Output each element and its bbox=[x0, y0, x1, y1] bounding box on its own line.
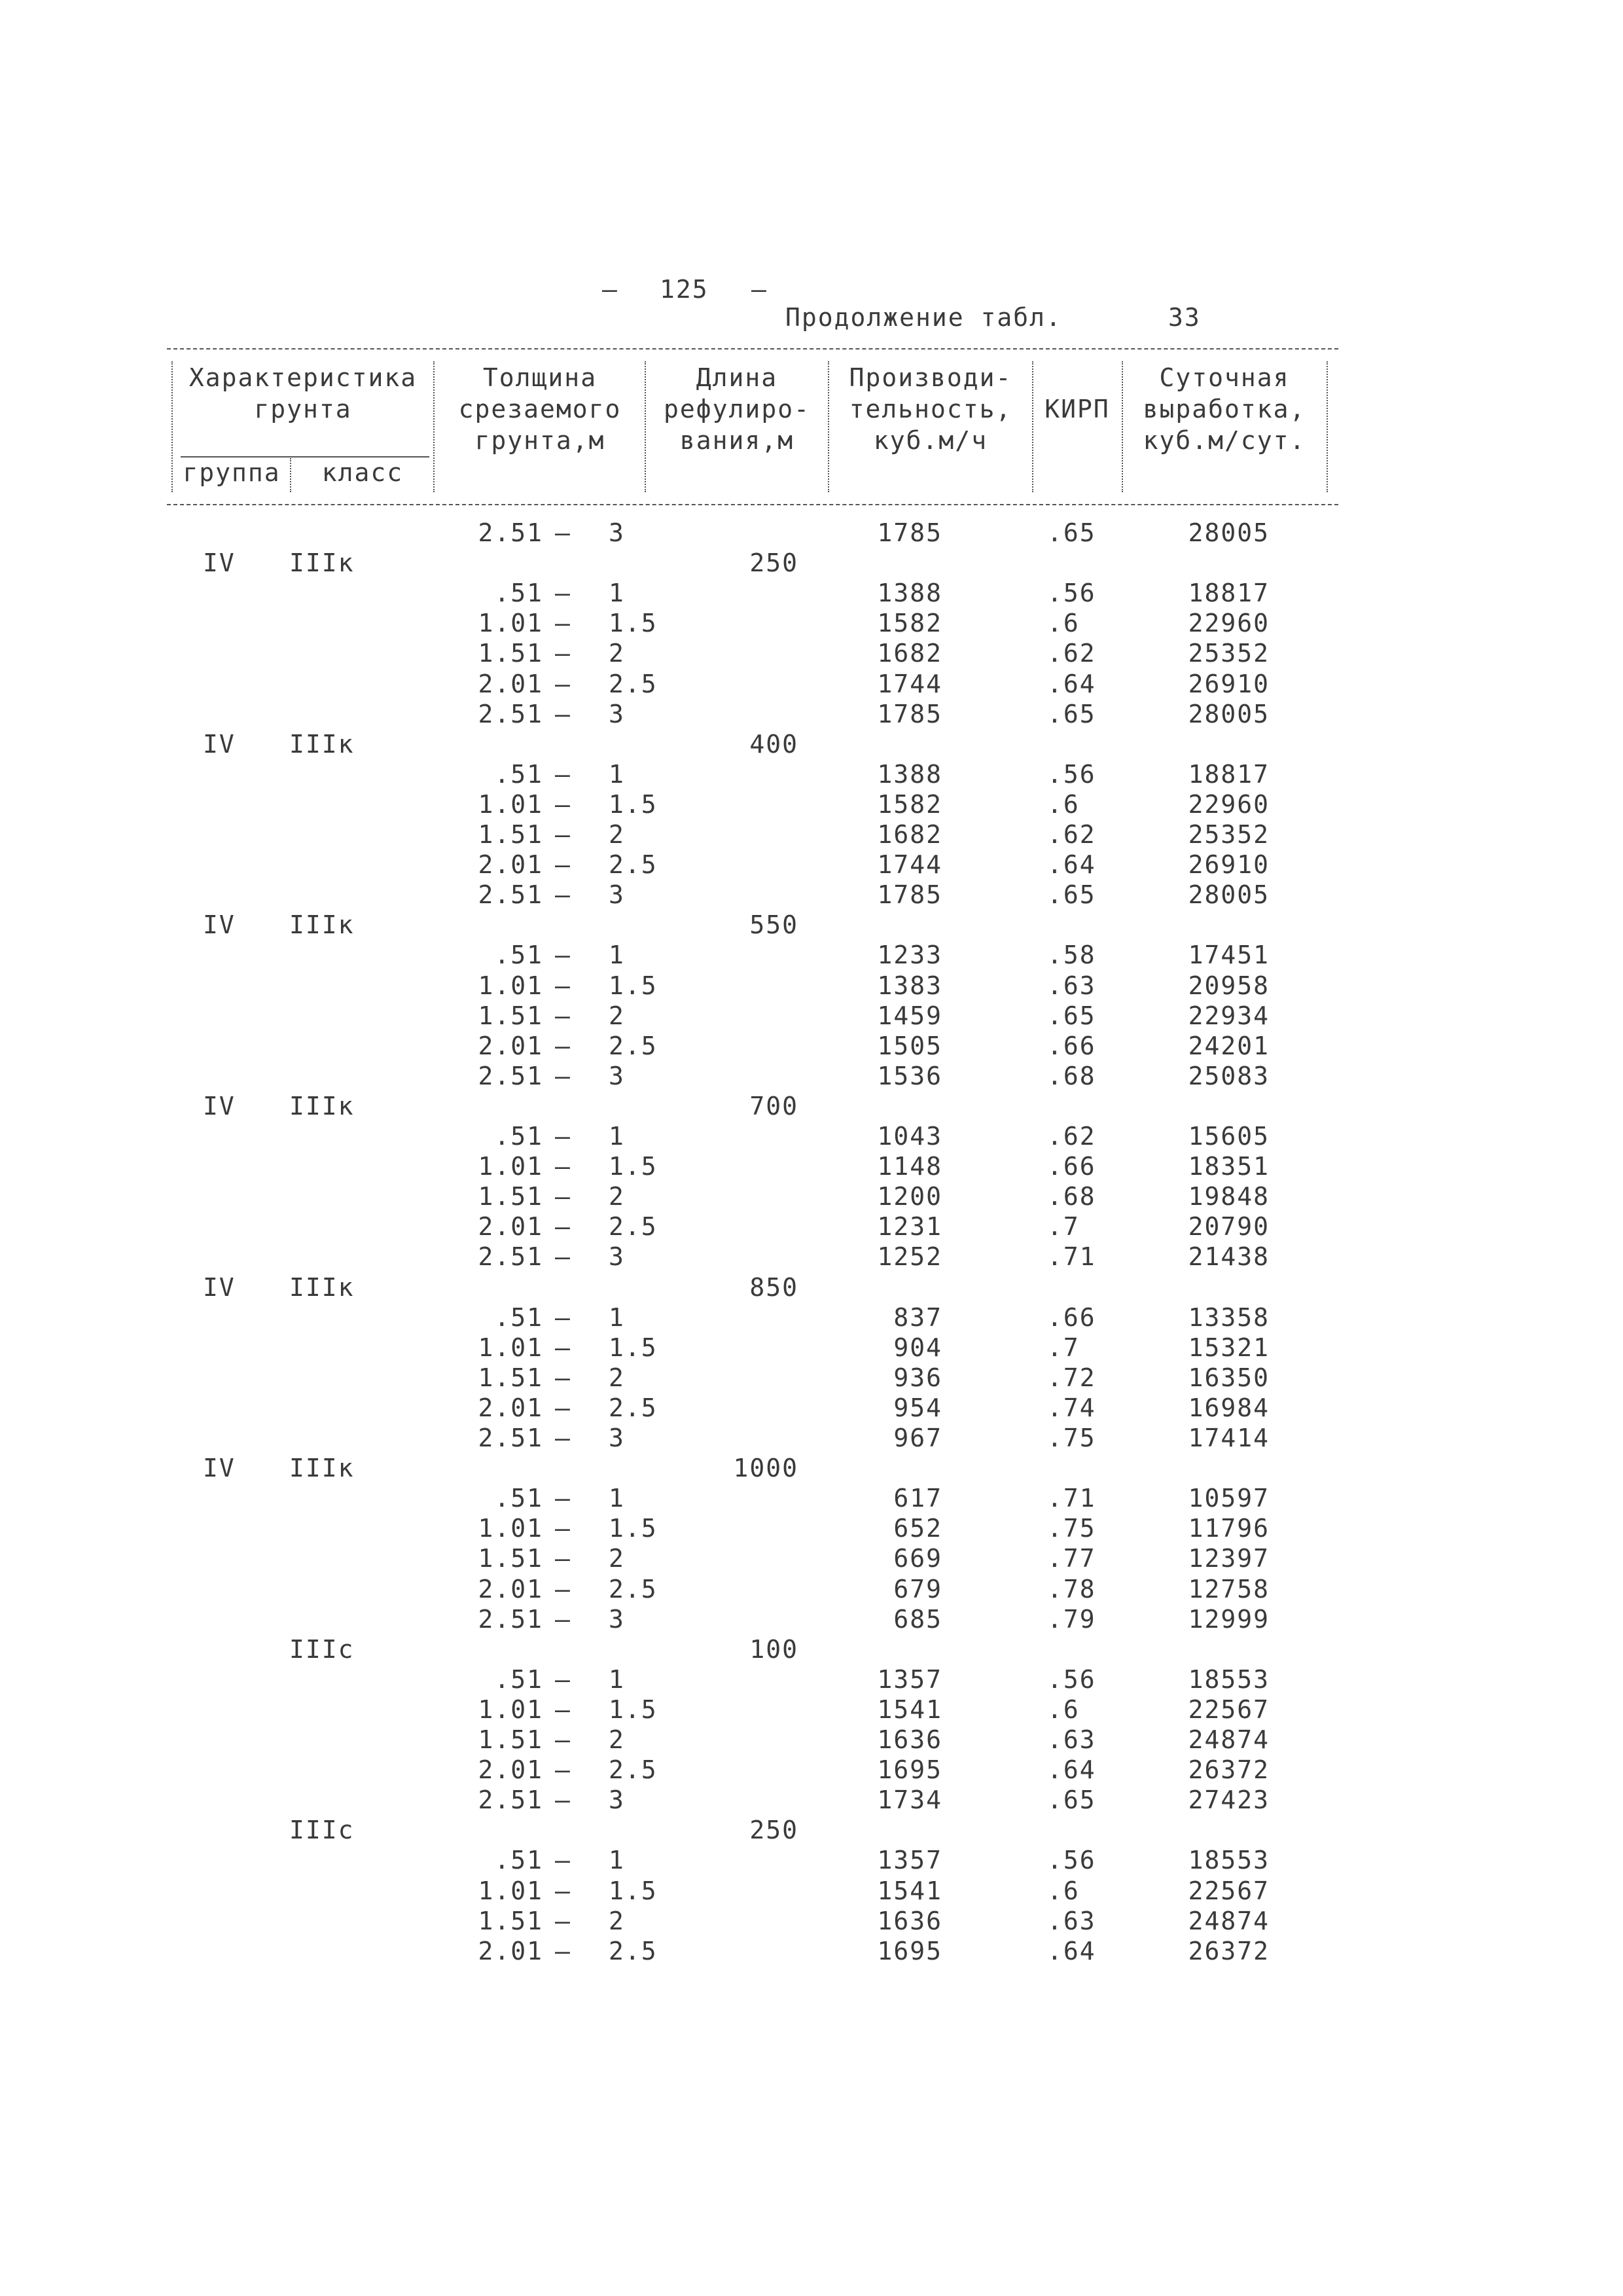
cell-thickness-from: 2.51 bbox=[478, 1605, 543, 1634]
cell-thickness-from: 1.51 bbox=[478, 820, 543, 849]
cell-thickness-from: 1.01 bbox=[478, 1514, 543, 1543]
cell-kirp: .74 bbox=[1047, 1393, 1096, 1422]
cell-thickness-dash: – bbox=[555, 1122, 571, 1151]
cell-daily: 24201 bbox=[1188, 1031, 1270, 1060]
cell-class: IIIк bbox=[289, 1454, 355, 1482]
cell-daily: 28005 bbox=[1188, 518, 1270, 547]
cell-productivity: 1636 bbox=[877, 1907, 942, 1935]
cell-thickness-from: 1.01 bbox=[478, 1695, 543, 1724]
cell-daily: 22567 bbox=[1188, 1695, 1270, 1724]
cell-group: IV bbox=[203, 1092, 236, 1121]
cell-kirp: .56 bbox=[1047, 1665, 1096, 1694]
cell-productivity: 1582 bbox=[877, 790, 942, 819]
cell-thickness-to: 1 bbox=[609, 579, 625, 607]
cell-thickness-from: 1.51 bbox=[478, 1907, 543, 1935]
header-length-line3: вания,м bbox=[679, 426, 794, 455]
header-thickness-line2: срезаемого bbox=[458, 395, 622, 423]
cell-thickness-dash: – bbox=[555, 700, 571, 728]
cell-thickness-to: 1 bbox=[609, 941, 625, 969]
cell-productivity: 1388 bbox=[877, 760, 942, 789]
cell-thickness-from: 2.51 bbox=[478, 1242, 543, 1271]
cell-daily: 27423 bbox=[1188, 1785, 1270, 1814]
cell-thickness-dash: – bbox=[555, 1363, 571, 1392]
column-separator bbox=[290, 458, 291, 492]
cell-kirp: .58 bbox=[1047, 941, 1096, 969]
cell-thickness-to: 1 bbox=[609, 1846, 625, 1874]
cell-group: IV bbox=[203, 548, 236, 577]
cell-thickness-to: 1.5 bbox=[609, 1695, 658, 1724]
cell-thickness-to: 3 bbox=[609, 700, 625, 728]
cell-daily: 11796 bbox=[1188, 1514, 1270, 1543]
cell-thickness-from: 2.01 bbox=[478, 1031, 543, 1060]
cell-daily: 20790 bbox=[1188, 1212, 1270, 1241]
cell-kirp: .63 bbox=[1047, 1907, 1096, 1935]
table-header-bottom-rule bbox=[167, 504, 1338, 505]
cell-kirp: .78 bbox=[1047, 1575, 1096, 1604]
cell-thickness-from: 2.01 bbox=[478, 850, 543, 879]
cell-thickness-from: .51 bbox=[494, 1303, 543, 1332]
cell-thickness-to: 2 bbox=[609, 1182, 625, 1211]
cell-productivity: 904 bbox=[893, 1333, 942, 1362]
cell-thickness-dash: – bbox=[555, 760, 571, 789]
cell-productivity: 1582 bbox=[877, 609, 942, 637]
cell-class: IIIк bbox=[289, 1092, 355, 1121]
cell-daily: 18817 bbox=[1188, 579, 1270, 607]
cell-thickness-to: 2.5 bbox=[609, 1575, 658, 1604]
cell-thickness-from: 1.01 bbox=[478, 609, 543, 637]
cell-kirp: .71 bbox=[1047, 1242, 1096, 1271]
cell-thickness-from: 2.01 bbox=[478, 1755, 543, 1784]
cell-daily: 24874 bbox=[1188, 1907, 1270, 1935]
cell-thickness-dash: – bbox=[555, 1393, 571, 1422]
cell-thickness-dash: – bbox=[555, 1575, 571, 1604]
cell-thickness-dash: – bbox=[555, 579, 571, 607]
cell-thickness-to: 3 bbox=[609, 518, 625, 547]
cell-group: IV bbox=[203, 1454, 236, 1482]
cell-class: IIIк bbox=[289, 548, 355, 577]
cell-thickness-from: 1.51 bbox=[478, 1182, 543, 1211]
cell-daily: 15321 bbox=[1188, 1333, 1270, 1362]
cell-thickness-dash: – bbox=[555, 820, 571, 849]
cell-thickness-to: 1.5 bbox=[609, 1152, 658, 1181]
cell-thickness-to: 2.5 bbox=[609, 1212, 658, 1241]
cell-daily: 10597 bbox=[1188, 1484, 1270, 1513]
cell-kirp: .65 bbox=[1047, 700, 1096, 728]
cell-kirp: .68 bbox=[1047, 1062, 1096, 1090]
cell-length: 850 bbox=[749, 1273, 798, 1302]
cell-thickness-to: 2 bbox=[609, 639, 625, 668]
cell-kirp: .7 bbox=[1047, 1333, 1080, 1362]
cell-kirp: .79 bbox=[1047, 1605, 1096, 1634]
cell-thickness-from: 1.51 bbox=[478, 639, 543, 668]
cell-thickness-dash: – bbox=[555, 1424, 571, 1452]
header-characteristic-line2: грунта bbox=[254, 395, 352, 423]
cell-productivity: 837 bbox=[893, 1303, 942, 1332]
page-number-dash-right: – bbox=[751, 275, 768, 304]
cell-productivity: 1357 bbox=[877, 1665, 942, 1694]
cell-thickness-dash: – bbox=[555, 1937, 571, 1965]
cell-thickness-to: 2.5 bbox=[609, 1393, 658, 1422]
cell-class: IIIк bbox=[289, 730, 355, 759]
cell-daily: 22934 bbox=[1188, 1001, 1270, 1030]
cell-daily: 19848 bbox=[1188, 1182, 1270, 1211]
cell-daily: 22960 bbox=[1188, 609, 1270, 637]
header-daily-line3: куб.м/сут. bbox=[1143, 426, 1306, 455]
cell-thickness-to: 1.5 bbox=[609, 1514, 658, 1543]
header-characteristic-line1: Характеристика bbox=[188, 363, 418, 392]
cell-thickness-dash: – bbox=[555, 790, 571, 819]
cell-kirp: .6 bbox=[1047, 1695, 1080, 1724]
cell-daily: 18553 bbox=[1188, 1665, 1270, 1694]
header-productivity-line1: Производи- bbox=[849, 363, 1012, 392]
cell-thickness-to: 2 bbox=[609, 820, 625, 849]
cell-thickness-from: 2.01 bbox=[478, 670, 543, 698]
cell-productivity: 1744 bbox=[877, 670, 942, 698]
cell-thickness-to: 3 bbox=[609, 1424, 625, 1452]
header-productivity-line3: куб.м/ч bbox=[873, 426, 988, 455]
cell-kirp: .77 bbox=[1047, 1544, 1096, 1573]
cell-kirp: .6 bbox=[1047, 790, 1080, 819]
cell-thickness-from: 2.51 bbox=[478, 700, 543, 728]
cell-daily: 17414 bbox=[1188, 1424, 1270, 1452]
header-thickness-line1: Толщина bbox=[482, 363, 597, 392]
cell-thickness-dash: – bbox=[555, 1544, 571, 1573]
cell-length: 700 bbox=[749, 1092, 798, 1121]
cell-thickness-from: 2.51 bbox=[478, 518, 543, 547]
cell-thickness-dash: – bbox=[555, 971, 571, 1000]
cell-thickness-from: 2.01 bbox=[478, 1393, 543, 1422]
header-kirp: КИРП bbox=[1044, 395, 1110, 423]
cell-thickness-dash: – bbox=[555, 1665, 571, 1694]
cell-kirp: .63 bbox=[1047, 1725, 1096, 1754]
cell-kirp: .75 bbox=[1047, 1514, 1096, 1543]
cell-class: IIIк bbox=[289, 1273, 355, 1302]
cell-thickness-from: .51 bbox=[494, 941, 543, 969]
cell-kirp: .65 bbox=[1047, 880, 1096, 909]
cell-kirp: .66 bbox=[1047, 1303, 1096, 1332]
cell-thickness-to: 2 bbox=[609, 1001, 625, 1030]
cell-thickness-to: 3 bbox=[609, 1785, 625, 1814]
cell-thickness-dash: – bbox=[555, 1242, 571, 1271]
cell-thickness-from: 1.01 bbox=[478, 1333, 543, 1362]
cell-thickness-from: .51 bbox=[494, 1484, 543, 1513]
cell-kirp: .66 bbox=[1047, 1031, 1096, 1060]
cell-daily: 25352 bbox=[1188, 639, 1270, 668]
cell-thickness-dash: – bbox=[555, 1001, 571, 1030]
cell-daily: 28005 bbox=[1188, 880, 1270, 909]
cell-thickness-dash: – bbox=[555, 1514, 571, 1543]
cell-thickness-from: 1.01 bbox=[478, 790, 543, 819]
cell-thickness-dash: – bbox=[555, 1755, 571, 1784]
cell-daily: 28005 bbox=[1188, 700, 1270, 728]
table-number: 33 bbox=[1168, 303, 1201, 332]
cell-thickness-to: 3 bbox=[609, 880, 625, 909]
cell-thickness-to: 2.5 bbox=[609, 1031, 658, 1060]
cell-daily: 25352 bbox=[1188, 820, 1270, 849]
cell-productivity: 1388 bbox=[877, 579, 942, 607]
cell-productivity: 1505 bbox=[877, 1031, 942, 1060]
cell-kirp: .64 bbox=[1047, 1755, 1096, 1784]
cell-productivity: 669 bbox=[893, 1544, 942, 1573]
cell-thickness-from: 1.01 bbox=[478, 1152, 543, 1181]
cell-thickness-dash: – bbox=[555, 670, 571, 698]
cell-kirp: .65 bbox=[1047, 1001, 1096, 1030]
cell-kirp: .6 bbox=[1047, 1876, 1080, 1905]
cell-productivity: 679 bbox=[893, 1575, 942, 1604]
cell-kirp: .64 bbox=[1047, 850, 1096, 879]
cell-productivity: 1636 bbox=[877, 1725, 942, 1754]
cell-kirp: .72 bbox=[1047, 1363, 1096, 1392]
cell-daily: 13358 bbox=[1188, 1303, 1270, 1332]
cell-kirp: .7 bbox=[1047, 1212, 1080, 1241]
cell-productivity: 1148 bbox=[877, 1152, 942, 1181]
cell-thickness-to: 3 bbox=[609, 1242, 625, 1271]
cell-productivity: 1357 bbox=[877, 1846, 942, 1874]
cell-thickness-dash: – bbox=[555, 1212, 571, 1241]
cell-thickness-dash: – bbox=[555, 1605, 571, 1634]
cell-thickness-dash: – bbox=[555, 518, 571, 547]
column-separator bbox=[828, 361, 829, 492]
cell-productivity: 652 bbox=[893, 1514, 942, 1543]
cell-thickness-from: 2.01 bbox=[478, 1212, 543, 1241]
cell-thickness-from: 2.51 bbox=[478, 1424, 543, 1452]
cell-thickness-to: 1.5 bbox=[609, 790, 658, 819]
cell-productivity: 1536 bbox=[877, 1062, 942, 1090]
continuation-label: Продолжение табл. bbox=[785, 303, 1062, 332]
cell-kirp: .66 bbox=[1047, 1152, 1096, 1181]
cell-productivity: 1233 bbox=[877, 941, 942, 969]
cell-daily: 18351 bbox=[1188, 1152, 1270, 1181]
cell-productivity: 1231 bbox=[877, 1212, 942, 1241]
characteristic-underline bbox=[181, 456, 429, 457]
header-productivity-line2: тельность, bbox=[849, 395, 1012, 423]
cell-thickness-to: 1 bbox=[609, 1665, 625, 1694]
header-class: класс bbox=[321, 458, 404, 487]
cell-thickness-dash: – bbox=[555, 1876, 571, 1905]
cell-productivity: 1383 bbox=[877, 971, 942, 1000]
cell-thickness-from: 1.01 bbox=[478, 1876, 543, 1905]
cell-thickness-to: 1 bbox=[609, 760, 625, 789]
cell-length: 550 bbox=[749, 910, 798, 939]
column-separator bbox=[1122, 361, 1123, 492]
cell-group: IV bbox=[203, 1273, 236, 1302]
cell-length: 100 bbox=[749, 1635, 798, 1664]
cell-daily: 21438 bbox=[1188, 1242, 1270, 1271]
cell-kirp: .68 bbox=[1047, 1182, 1096, 1211]
cell-thickness-dash: – bbox=[555, 609, 571, 637]
cell-kirp: .75 bbox=[1047, 1424, 1096, 1452]
cell-group: IV bbox=[203, 910, 236, 939]
cell-thickness-dash: – bbox=[555, 880, 571, 909]
cell-thickness-dash: – bbox=[555, 1182, 571, 1211]
cell-kirp: .63 bbox=[1047, 971, 1096, 1000]
cell-thickness-from: 1.51 bbox=[478, 1363, 543, 1392]
cell-kirp: .56 bbox=[1047, 760, 1096, 789]
cell-daily: 12758 bbox=[1188, 1575, 1270, 1604]
cell-thickness-from: 2.01 bbox=[478, 1937, 543, 1965]
cell-group: IV bbox=[203, 730, 236, 759]
cell-daily: 18817 bbox=[1188, 760, 1270, 789]
header-length-line1: Длина bbox=[696, 363, 778, 392]
cell-daily: 16984 bbox=[1188, 1393, 1270, 1422]
cell-productivity: 1459 bbox=[877, 1001, 942, 1030]
cell-class: IIIк bbox=[289, 910, 355, 939]
header-length-line2: рефулиро- bbox=[664, 395, 810, 423]
cell-thickness-dash: – bbox=[555, 1785, 571, 1814]
cell-thickness-to: 2 bbox=[609, 1544, 625, 1573]
cell-thickness-to: 3 bbox=[609, 1605, 625, 1634]
cell-thickness-to: 1 bbox=[609, 1303, 625, 1332]
cell-thickness-dash: – bbox=[555, 941, 571, 969]
cell-productivity: 1541 bbox=[877, 1695, 942, 1724]
cell-thickness-to: 1.5 bbox=[609, 971, 658, 1000]
cell-thickness-from: 2.51 bbox=[478, 1785, 543, 1814]
cell-daily: 22960 bbox=[1188, 790, 1270, 819]
cell-length: 1000 bbox=[733, 1454, 798, 1482]
cell-productivity: 685 bbox=[893, 1605, 942, 1634]
column-separator bbox=[1327, 361, 1328, 492]
cell-daily: 26372 bbox=[1188, 1937, 1270, 1965]
header-group: группа bbox=[183, 458, 281, 487]
cell-kirp: .65 bbox=[1047, 518, 1096, 547]
cell-length: 400 bbox=[749, 730, 798, 759]
cell-thickness-from: .51 bbox=[494, 1665, 543, 1694]
cell-class: IIIс bbox=[289, 1635, 355, 1664]
cell-daily: 25083 bbox=[1188, 1062, 1270, 1090]
cell-productivity: 954 bbox=[893, 1393, 942, 1422]
cell-productivity: 967 bbox=[893, 1424, 942, 1452]
header-daily-line2: выработка, bbox=[1143, 395, 1306, 423]
cell-productivity: 1695 bbox=[877, 1937, 942, 1965]
cell-thickness-dash: – bbox=[555, 1846, 571, 1874]
cell-thickness-to: 3 bbox=[609, 1062, 625, 1090]
cell-thickness-from: 1.01 bbox=[478, 971, 543, 1000]
cell-kirp: .62 bbox=[1047, 820, 1096, 849]
cell-productivity: 1541 bbox=[877, 1876, 942, 1905]
cell-daily: 12397 bbox=[1188, 1544, 1270, 1573]
cell-thickness-from: .51 bbox=[494, 1122, 543, 1151]
cell-thickness-dash: – bbox=[555, 1725, 571, 1754]
cell-kirp: .62 bbox=[1047, 1122, 1096, 1151]
cell-kirp: .64 bbox=[1047, 1937, 1096, 1965]
cell-thickness-to: 1 bbox=[609, 1122, 625, 1151]
cell-productivity: 936 bbox=[893, 1363, 942, 1392]
cell-thickness-from: 2.51 bbox=[478, 1062, 543, 1090]
cell-daily: 15605 bbox=[1188, 1122, 1270, 1151]
cell-productivity: 617 bbox=[893, 1484, 942, 1513]
page-number-dash-left: – bbox=[602, 275, 618, 304]
cell-thickness-dash: – bbox=[555, 1907, 571, 1935]
cell-thickness-from: .51 bbox=[494, 1846, 543, 1874]
cell-thickness-dash: – bbox=[555, 850, 571, 879]
cell-kirp: .71 bbox=[1047, 1484, 1096, 1513]
cell-thickness-to: 2 bbox=[609, 1907, 625, 1935]
cell-productivity: 1682 bbox=[877, 820, 942, 849]
cell-thickness-to: 2.5 bbox=[609, 1755, 658, 1784]
cell-daily: 12999 bbox=[1188, 1605, 1270, 1634]
cell-daily: 26372 bbox=[1188, 1755, 1270, 1784]
cell-length: 250 bbox=[749, 548, 798, 577]
cell-thickness-dash: – bbox=[555, 1695, 571, 1724]
cell-daily: 18553 bbox=[1188, 1846, 1270, 1874]
cell-thickness-from: 2.51 bbox=[478, 880, 543, 909]
cell-thickness-dash: – bbox=[555, 1303, 571, 1332]
cell-length: 250 bbox=[749, 1816, 798, 1844]
cell-daily: 26910 bbox=[1188, 670, 1270, 698]
cell-thickness-to: 2.5 bbox=[609, 670, 658, 698]
cell-thickness-to: 2.5 bbox=[609, 850, 658, 879]
cell-thickness-from: 2.01 bbox=[478, 1575, 543, 1604]
cell-productivity: 1252 bbox=[877, 1242, 942, 1271]
cell-kirp: .56 bbox=[1047, 1846, 1096, 1874]
cell-productivity: 1785 bbox=[877, 518, 942, 547]
cell-thickness-dash: – bbox=[555, 639, 571, 668]
cell-thickness-from: .51 bbox=[494, 579, 543, 607]
header-thickness-line3: грунта,м bbox=[474, 426, 605, 455]
cell-thickness-dash: – bbox=[555, 1333, 571, 1362]
cell-productivity: 1043 bbox=[877, 1122, 942, 1151]
cell-daily: 26910 bbox=[1188, 850, 1270, 879]
cell-thickness-dash: – bbox=[555, 1062, 571, 1090]
cell-kirp: .6 bbox=[1047, 609, 1080, 637]
table-top-rule bbox=[167, 348, 1338, 350]
cell-kirp: .64 bbox=[1047, 670, 1096, 698]
page-number: 125 bbox=[660, 275, 709, 304]
cell-daily: 20958 bbox=[1188, 971, 1270, 1000]
column-separator bbox=[645, 361, 646, 492]
cell-thickness-to: 1.5 bbox=[609, 1333, 658, 1362]
cell-productivity: 1734 bbox=[877, 1785, 942, 1814]
cell-daily: 17451 bbox=[1188, 941, 1270, 969]
cell-thickness-to: 2 bbox=[609, 1725, 625, 1754]
cell-thickness-from: .51 bbox=[494, 760, 543, 789]
cell-thickness-to: 1 bbox=[609, 1484, 625, 1513]
cell-thickness-dash: – bbox=[555, 1484, 571, 1513]
cell-thickness-to: 1.5 bbox=[609, 1876, 658, 1905]
cell-productivity: 1744 bbox=[877, 850, 942, 879]
cell-thickness-from: 1.51 bbox=[478, 1725, 543, 1754]
cell-thickness-to: 2.5 bbox=[609, 1937, 658, 1965]
cell-productivity: 1785 bbox=[877, 880, 942, 909]
cell-kirp: .56 bbox=[1047, 579, 1096, 607]
column-separator bbox=[433, 361, 435, 492]
cell-kirp: .65 bbox=[1047, 1785, 1096, 1814]
cell-thickness-dash: – bbox=[555, 1031, 571, 1060]
cell-productivity: 1200 bbox=[877, 1182, 942, 1211]
cell-thickness-to: 2 bbox=[609, 1363, 625, 1392]
cell-productivity: 1785 bbox=[877, 700, 942, 728]
cell-thickness-to: 1.5 bbox=[609, 609, 658, 637]
cell-thickness-dash: – bbox=[555, 1152, 571, 1181]
column-separator bbox=[1032, 361, 1033, 492]
cell-daily: 24874 bbox=[1188, 1725, 1270, 1754]
header-daily-line1: Суточная bbox=[1159, 363, 1290, 392]
cell-class: IIIс bbox=[289, 1816, 355, 1844]
cell-daily: 22567 bbox=[1188, 1876, 1270, 1905]
cell-productivity: 1682 bbox=[877, 639, 942, 668]
cell-thickness-from: 1.51 bbox=[478, 1001, 543, 1030]
column-separator bbox=[171, 361, 173, 492]
cell-daily: 16350 bbox=[1188, 1363, 1270, 1392]
cell-thickness-from: 1.51 bbox=[478, 1544, 543, 1573]
cell-kirp: .62 bbox=[1047, 639, 1096, 668]
cell-productivity: 1695 bbox=[877, 1755, 942, 1784]
